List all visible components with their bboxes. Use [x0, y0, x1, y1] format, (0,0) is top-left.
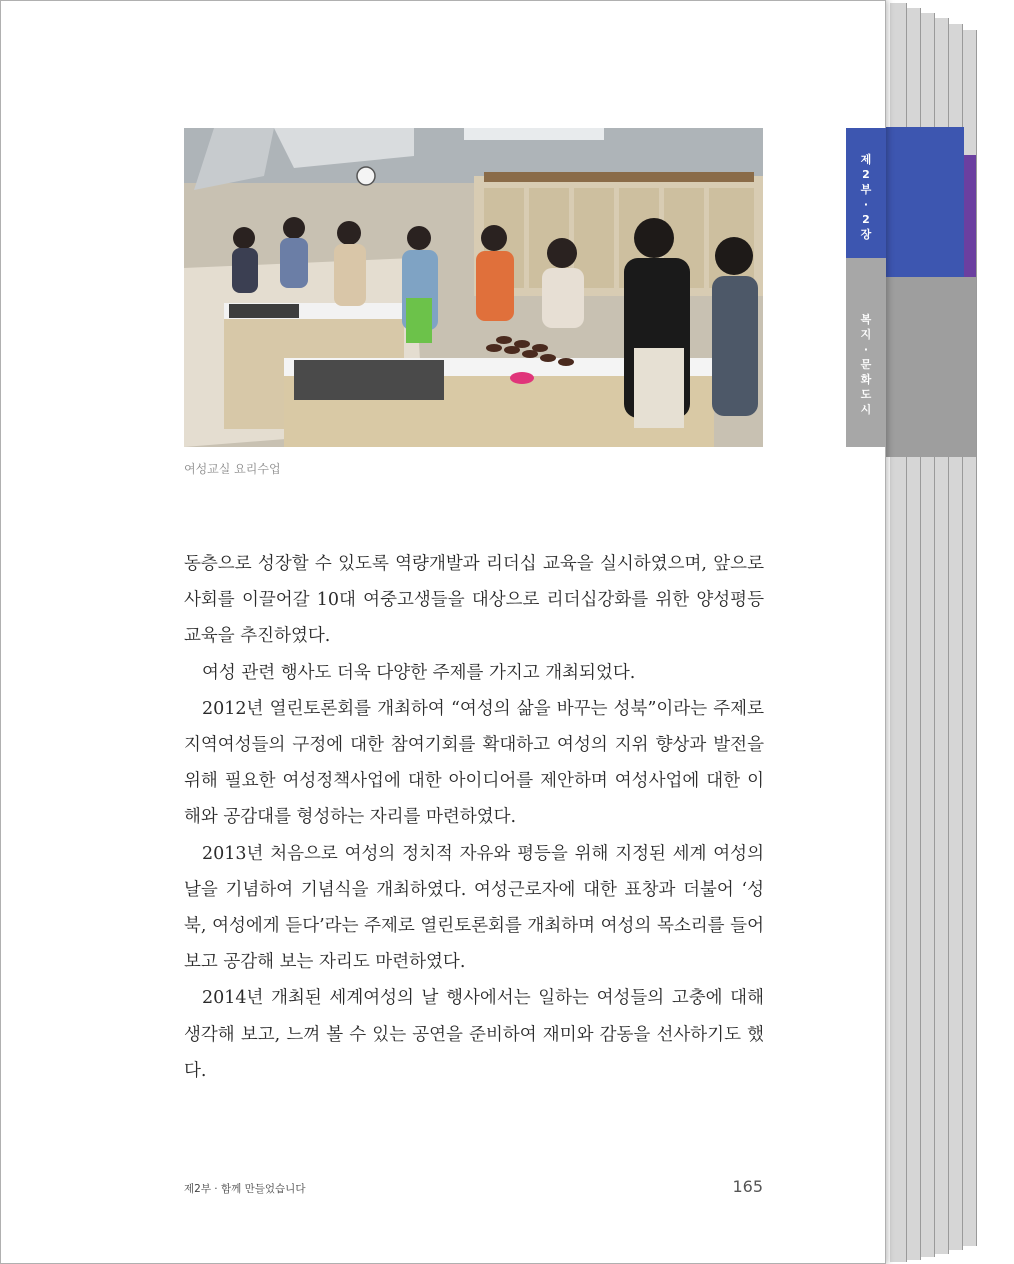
chapter-tab-char: ·: [863, 198, 869, 211]
paragraph: 2014년 개최된 세계여성의 날 행사에서는 일하는 여성들의 고충에 대해 생각해 보고, 느껴 볼 수 있는 공연을 준비하여 재미와 감동을 선사하기도 했다.: [184, 988, 764, 1081]
paragraph: 2013년 처음으로 여성의 정치적 자유와 평등을 위해 지정된 세계 여성의 날을 기념하여 기념식을 개최하였다. 여성근로자에 대한 표창과 더불어 ‘성북, 여성에게 듣다’라는 주제로 열린토론회를 개최하며 여성의 목소리를 들어보고 공감해 보는 자리도 마련하였다.: [184, 843, 764, 973]
chapter-tab-char: 2: [862, 213, 870, 226]
body-text: [184, 546, 764, 1089]
paragraph: 동층으로 성장할 수 있도록 역량개발과 리더십 교육을 실시하였으며, 앞으로 사회를 이끌어갈 10대 여중고생들을 대상으로 리더십강화를 위한 양성평등교육을 추진하였다.: [184, 554, 764, 647]
topic-tab-char: 복: [860, 313, 872, 326]
edge-tab-band-blue: [886, 127, 964, 277]
paragraph: 여성 관련 행사도 더욱 다양한 주제를 가지고 개최되었다.: [202, 662, 636, 683]
edge-tab-band-gray: [886, 277, 976, 457]
paragraph: 2012년 열린토론회를 개최하여 “여성의 삶을 바꾸는 성북”이라는 주제로 지역여성들의 구정에 대한 참여기회를 확대하고 여성의 지위 향상과 발전을 위해 필요한 여성정책사업에 대한 아이디어를 제안하며 여성사업에 대한 이해와 공감대를 형성하는 자리를 마련하였다.: [184, 698, 764, 828]
cooking-class-photo: [184, 128, 763, 447]
footer-section-title: 제2부 · 함께 만들었습니다: [184, 1183, 306, 1195]
photo-illustration: [184, 128, 763, 447]
chapter-tab-char: 제: [860, 153, 872, 166]
topic-tab-char: 화: [860, 373, 872, 386]
topic-tab-char: 문: [860, 358, 872, 371]
topic-tab[interactable]: [846, 258, 886, 447]
chapter-tab-char: 부: [860, 183, 872, 196]
chapter-tab-char: 2: [862, 168, 870, 181]
topic-tab-char: 시: [860, 403, 872, 416]
page-number: 165: [732, 1177, 763, 1196]
topic-tab-char: 도: [860, 388, 872, 401]
edge-tab-band-purple: [964, 155, 976, 277]
chapter-tab-char: 장: [860, 228, 872, 241]
topic-tab-char: 지: [860, 328, 872, 341]
chapter-tab[interactable]: [846, 128, 886, 258]
photo-caption: 여성교실 요리수업: [184, 462, 281, 476]
topic-tab-char: ·: [863, 343, 869, 356]
